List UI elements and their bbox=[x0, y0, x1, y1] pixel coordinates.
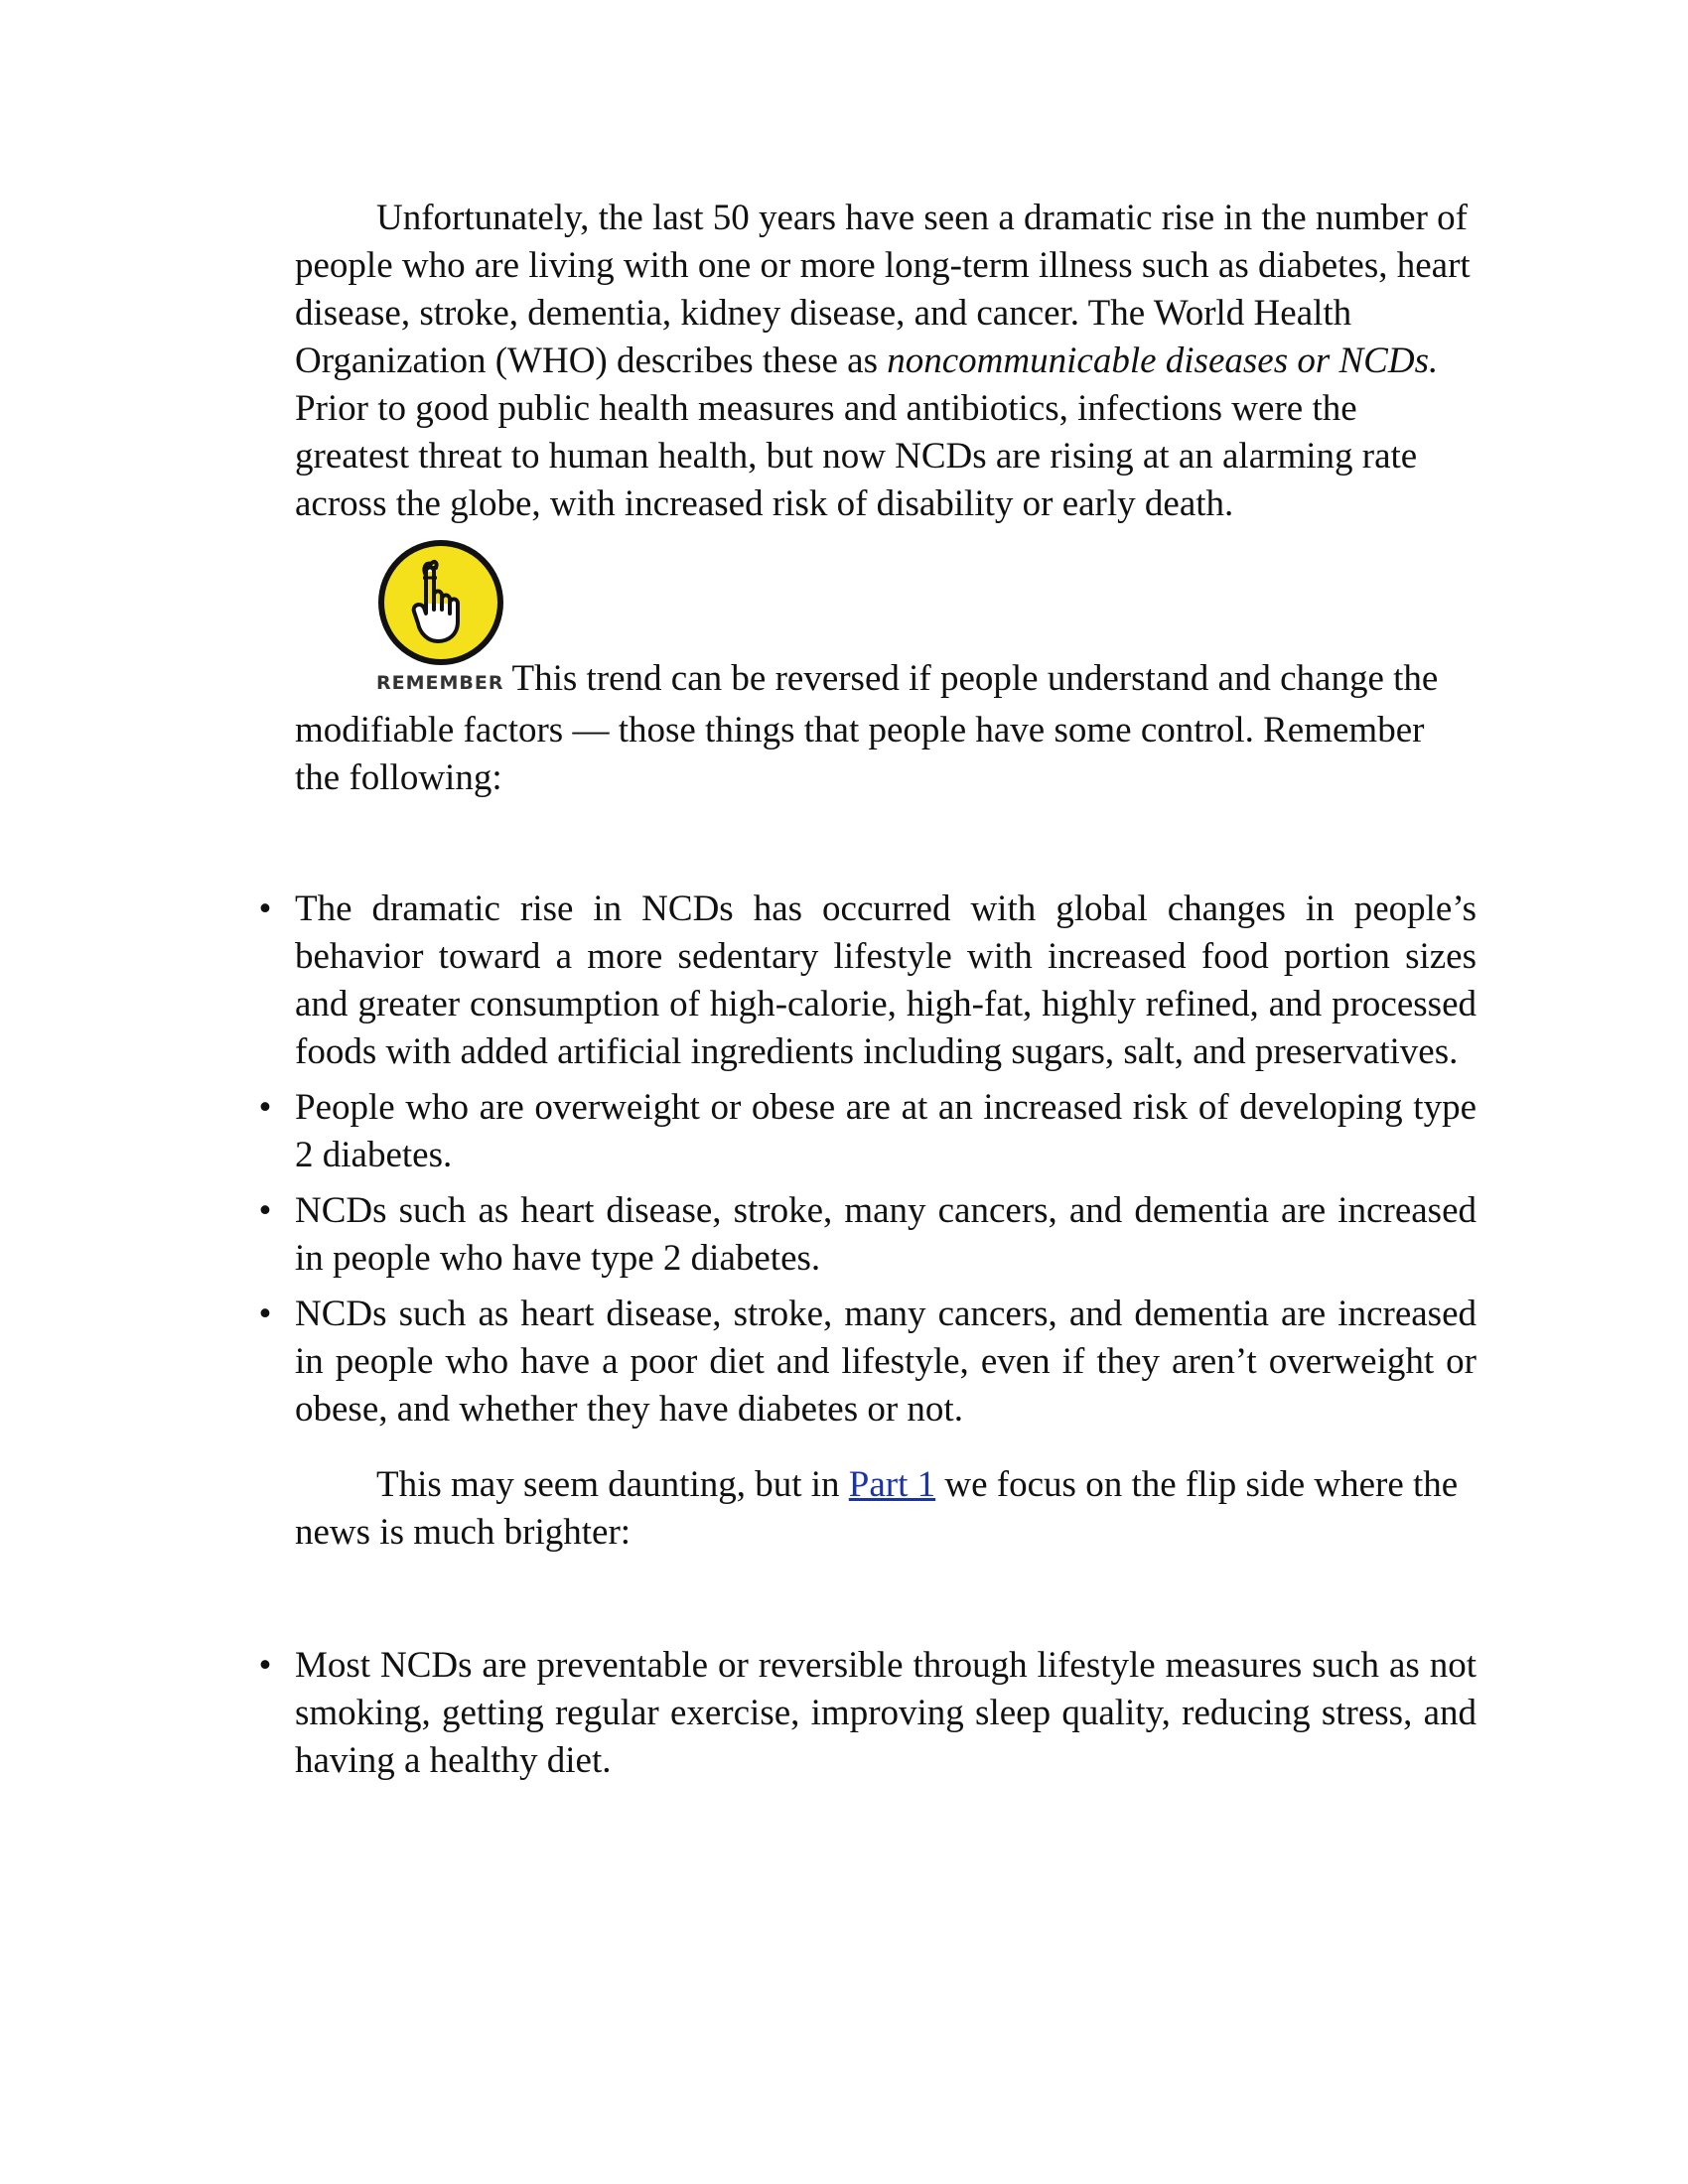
list-item bbox=[258, 1291, 1477, 1433]
document-page bbox=[258, 195, 1477, 1793]
daunting-text-end: we focus on the flip side where the news is much brighter: bbox=[295, 1464, 1459, 1553]
list-item bbox=[258, 886, 1477, 1076]
intro-text-end: Prior to good public health measures and antibiotics, infections were the greatest threat to human health, but now NCDs are rising at an alarming rate across the globe, with increased risk of disability or early death. bbox=[295, 388, 1418, 524]
list-item bbox=[258, 1187, 1477, 1283]
list-item-text: NCDs such as heart disease, stroke, many cancers, and dementia are increased in people who have a poor diet and lifestyle, even if they aren’t overweight or obese, and whether they have diabetes or not. bbox=[295, 1294, 1477, 1430]
list-item-text: The dramatic rise in NCDs has occurred with global changes in people’s behavior toward a more sedentary lifestyle with increased food portion sizes and greater consumption of high-calorie, high-fat, highly refined, and processed foods with added artificial ingredients including sugars, salt, and preservatives. bbox=[295, 888, 1477, 1072]
list-item bbox=[258, 1084, 1477, 1179]
remember-label: REMEMBER bbox=[376, 672, 504, 694]
part-1-link[interactable]: Part 1 bbox=[848, 1464, 936, 1505]
list-item-text: NCDs such as heart disease, stroke, many cancers, and dementia are increased in people who have type 2 diabetes. bbox=[295, 1190, 1477, 1279]
remember-finger-icon bbox=[376, 538, 505, 667]
bullet-icon: • bbox=[258, 1645, 272, 1686]
bullet-icon: • bbox=[258, 1190, 272, 1231]
facts-list bbox=[258, 886, 1477, 1433]
bullet-icon: • bbox=[258, 888, 272, 929]
prevention-list bbox=[258, 1642, 1477, 1785]
intro-text-start: Unfortunately, the last 50 years have seen a dramatic rise in the number of people who are living with one or more long-term illness such as diabetes, heart disease, stroke, dementia, kidney disease, and cancer. The World Health Organization (WHO) describes these as bbox=[295, 198, 1471, 381]
intro-paragraph bbox=[295, 195, 1477, 528]
remember-callout bbox=[295, 538, 1477, 802]
bullet-icon: • bbox=[258, 1087, 272, 1128]
remember-text: This trend can be reversed if people understand and change the modifiable factors — those things that people have some control. Remember the following: bbox=[295, 658, 1439, 798]
bullet-icon: • bbox=[258, 1294, 272, 1334]
list-item bbox=[258, 1642, 1477, 1785]
daunting-paragraph bbox=[295, 1461, 1477, 1557]
list-item-text: Most NCDs are preventable or reversible through lifestyle measures such as not smoking, getting regular exercise, improving sleep quality, reducing stress, and having a healthy diet. bbox=[295, 1645, 1477, 1781]
daunting-text-start: This may seem daunting, but in bbox=[376, 1464, 849, 1505]
ncd-term-italic: noncommunicable diseases or NCDs. bbox=[887, 341, 1439, 381]
list-item-text: People who are overweight or obese are at an increased risk of developing type 2 diabetes. bbox=[295, 1087, 1477, 1175]
